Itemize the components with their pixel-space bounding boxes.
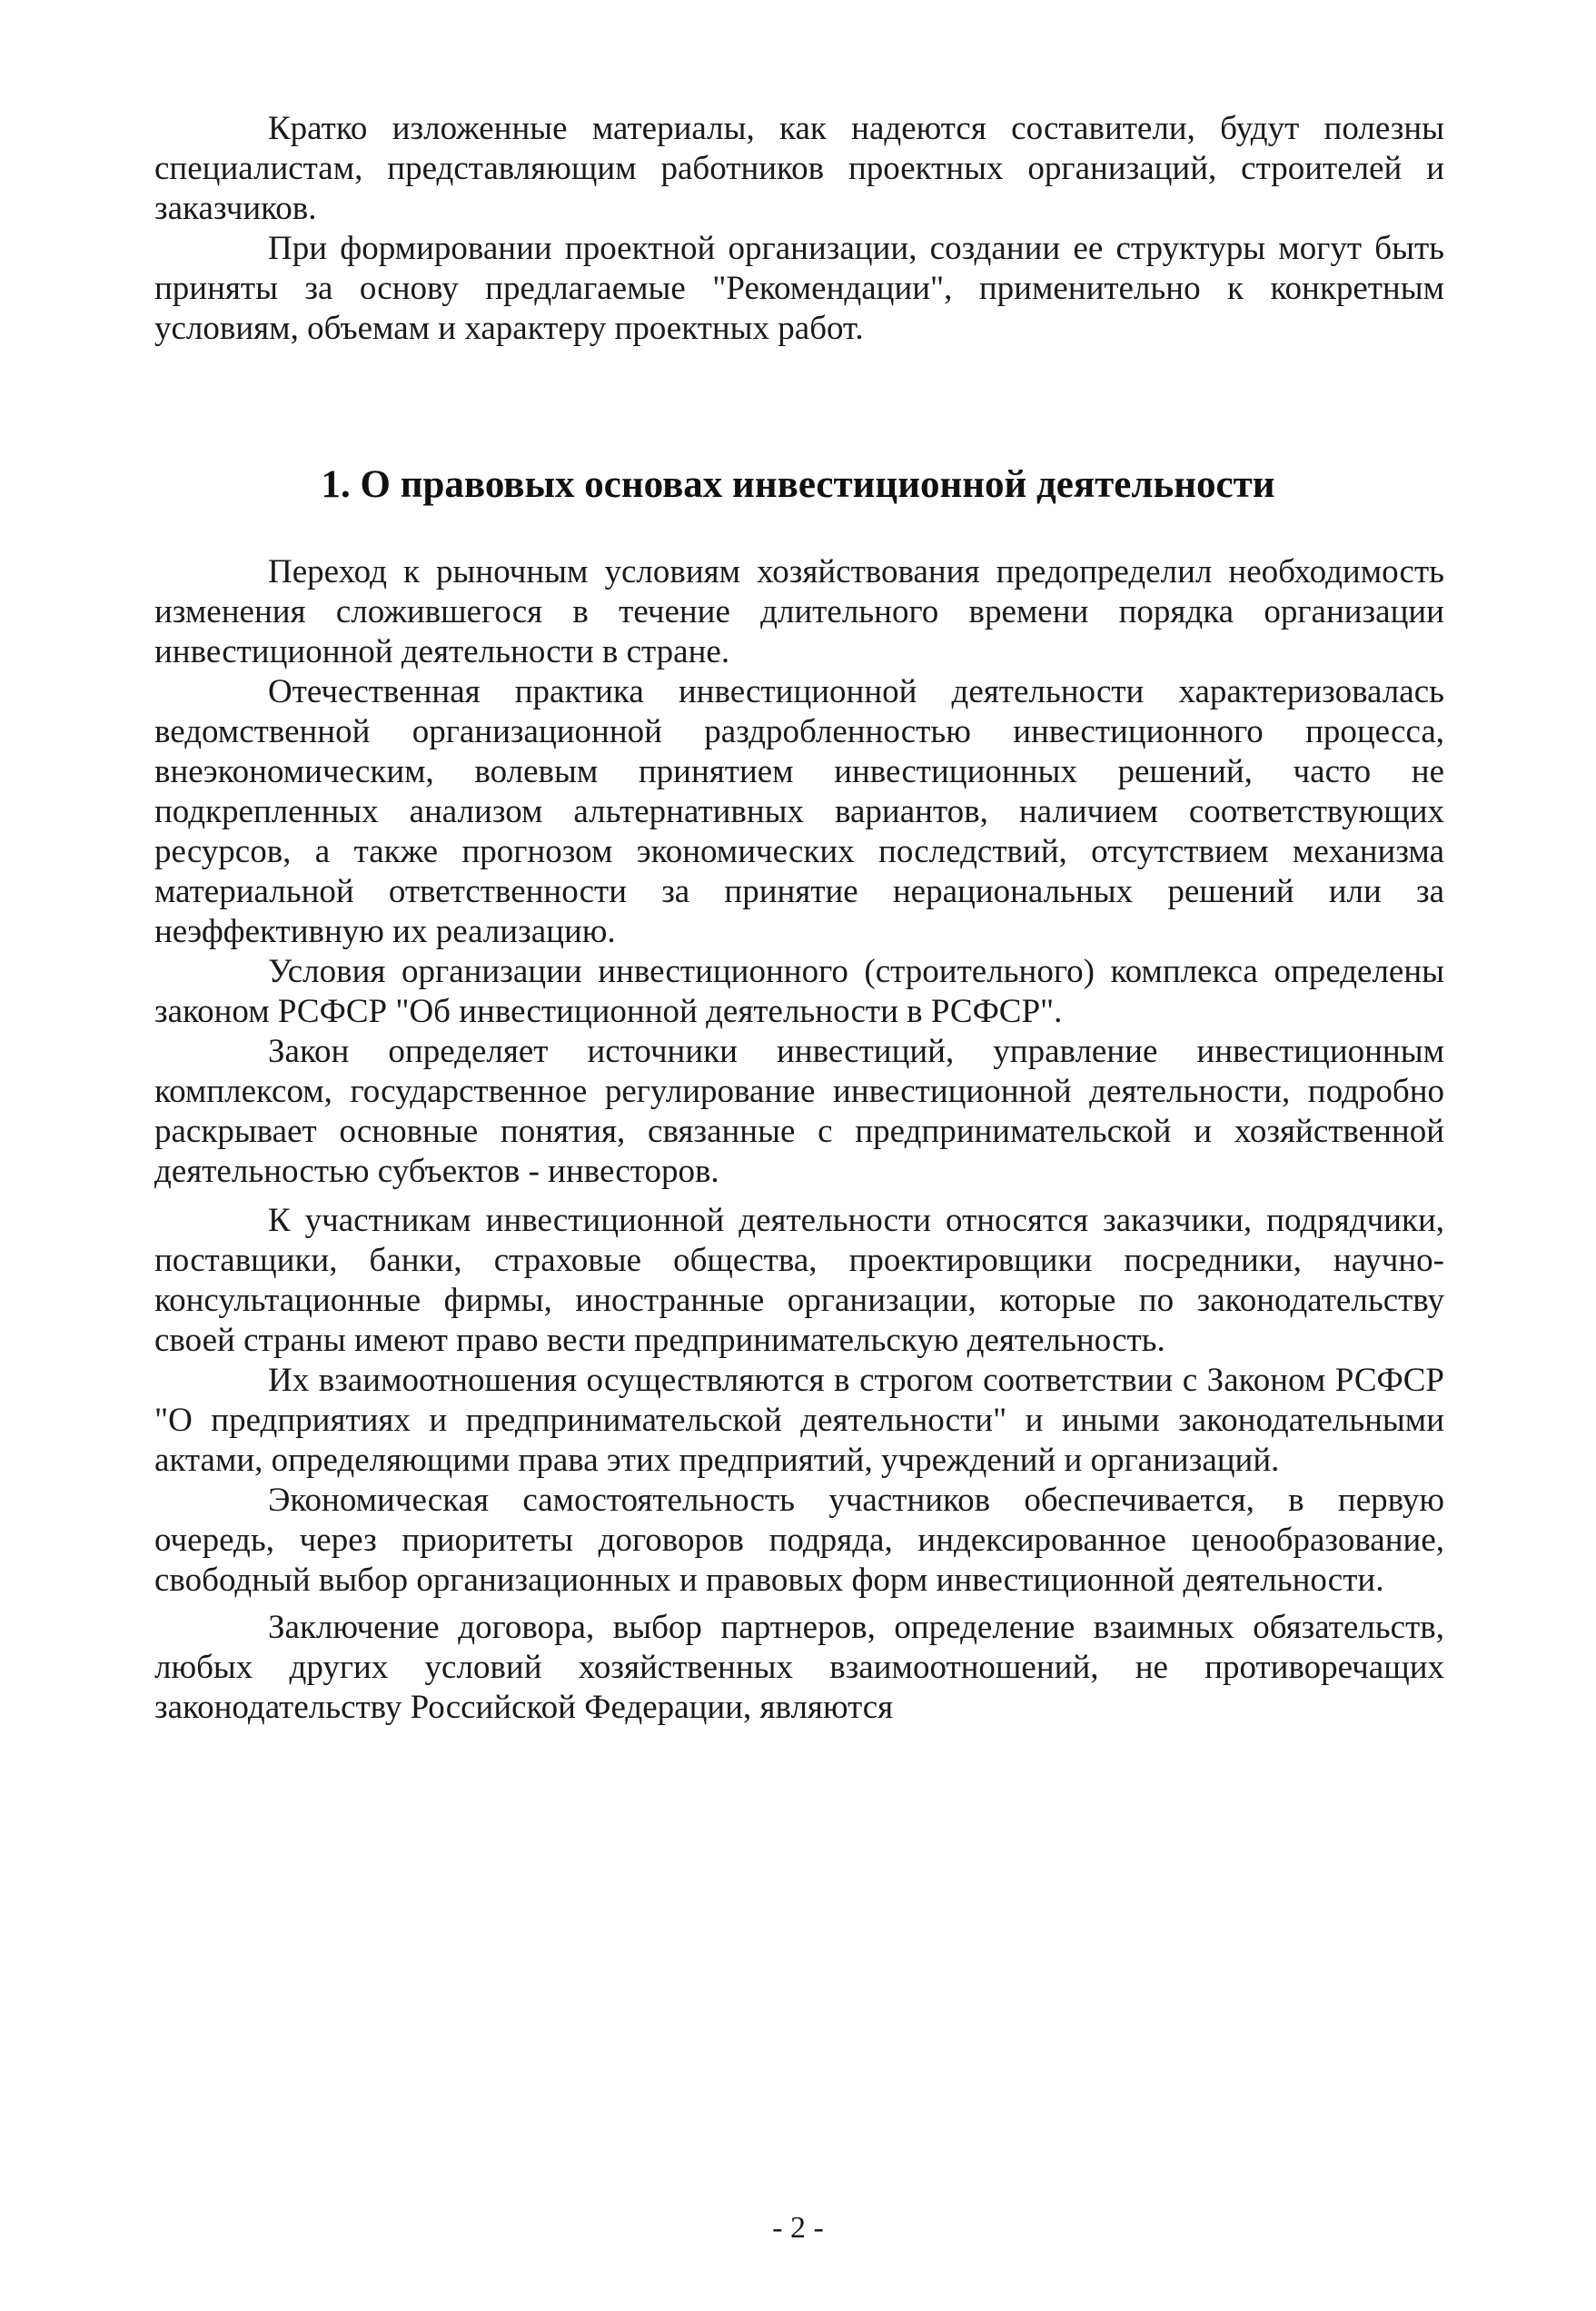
section-heading: 1. О правовых основах инвестиционной деятельности <box>321 463 1275 506</box>
body-paragraph: Экономическая самостоятельность участников обеспечивается, в первую очередь, через приоритеты договоров подряда, индексированное ценообразование, свободный выбор организационных и правовых форм инвестиционной деятельности. <box>154 1482 1444 1599</box>
intro-paragraph: При формировании проектной организации, создании ее структуры могут быть приняты за основу предлагаемые "Рекомендации", применительно к конкретным условиям, объемам и характеру проектных работ. <box>154 230 1444 347</box>
body-paragraph: Их взаимоотношения осуществляются в строгом соответствии с Законом РСФСР "О предприятиях и предпринимательской деятельности" и иными законодательными актами, определяющими права этих предприятий, учреждений и организаций. <box>154 1362 1444 1479</box>
body-paragraph: Условия организации инвестиционного (строительного) комплекса определены законом РСФСР "Об инвестиционной деятельности в РСФСР". <box>154 953 1444 1030</box>
body-paragraph: Заключение договора, выбор партнеров, определение взаимных обязательств, любых других условий хозяйственных взаимоотношений, не противоречащих законодательству Российской Федерации, являются <box>154 1609 1444 1726</box>
body-paragraph: Переход к рыночным условиям хозяйствования предопределил необходимость изменения сложившегося в течение длительного времени порядка организации инвестиционной деятельности в стране. <box>154 553 1444 670</box>
body-paragraph: Закон определяет источники инвестиций, управление инвестиционным комплексом, государственное регулирование инвестиционной деятельности, подробно раскрывает основные понятия, связанные с предпринимательской и хозяйственной деятельностью субъектов - инвесторов. <box>154 1033 1444 1190</box>
body-paragraph: К участникам инвестиционной деятельности относятся заказчики, подрядчики, поставщики, банки, страховые общества, проектировщики посредники, научно-консультационные фирмы, иностранные организации, которые по законодательству своей страны имеют право вести предпринимательскую деятельность. <box>154 1202 1444 1359</box>
page-number: - 2 - <box>772 2211 824 2245</box>
intro-paragraph: Кратко изложенные материалы, как надеются составители, будут полезны специалистам, представляющим работников проектных организаций, строителей и заказчиков. <box>154 110 1444 227</box>
body-paragraph: Отечественная практика инвестиционной деятельности характеризовалась ведомственной организационной раздробленностью инвестиционного процесса, внеэкономическим, волевым принятием инвестиционных решений, часто не подкрепленных анализом альтернативных вариантов, наличием соответствующих ресурсов, а также прогнозом экономических последствий, отсутствием механизма материальной ответственности за принятие нерациональных решений или за неэффективную их реализацию. <box>154 673 1444 950</box>
section-body <box>154 552 1444 1728</box>
intro-text <box>154 109 1444 349</box>
